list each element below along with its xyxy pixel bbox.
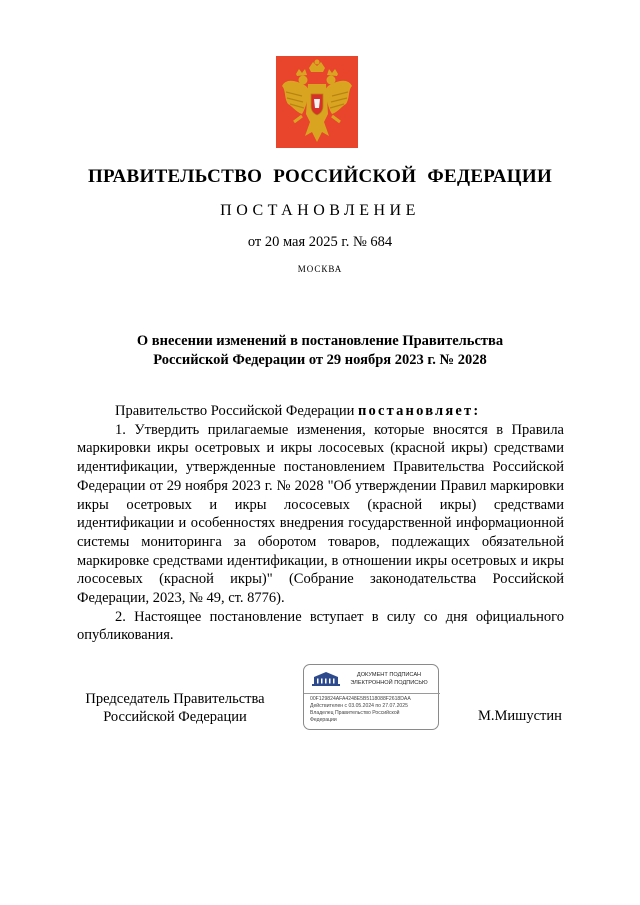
intro-lead: Правительство Российской Федерации bbox=[115, 403, 358, 419]
stamp-line-1: ДОКУМЕНТ ПОДПИСАН bbox=[356, 672, 422, 678]
signatory-title-line-2: Российской Федерации bbox=[103, 709, 247, 725]
city-label: МОСКВА bbox=[297, 264, 343, 274]
document-date-number: от 20 мая 2025 г. № 684 bbox=[247, 234, 393, 250]
document-body bbox=[77, 402, 564, 645]
stamp-certificate-info bbox=[310, 696, 438, 724]
stamp-owner-line-2: Федерации bbox=[310, 717, 337, 723]
heading-line-1: О внесении изменений в постановление Правительства bbox=[136, 333, 504, 349]
heading-line-2: Российской Федерации от 29 ноября 2023 г. № 2028 bbox=[153, 352, 487, 368]
stamp-divider bbox=[304, 693, 440, 694]
stamp-owner-line-1: Владелец Правительство Российской bbox=[310, 710, 400, 716]
coat-of-arms-emblem bbox=[276, 56, 358, 148]
government-title: ПРАВИТЕЛЬСТВО РОССИЙСКОЙ ФЕДЕРАЦИИ bbox=[87, 166, 553, 187]
stamp-line-2: ЭЛЕКТРОННОЙ ПОДПИСЬЮ bbox=[350, 680, 428, 686]
stamp-validity: Действителен с 03.05.2024 по 27.07.2025 bbox=[310, 703, 408, 709]
signatory-title bbox=[70, 690, 280, 726]
intro-decree-word: постановляет: bbox=[357, 403, 481, 419]
stamp-header bbox=[342, 671, 436, 687]
signatory-name: М.Мишустин bbox=[478, 708, 562, 724]
document-type: ПОСТАНОВЛЕНИЕ bbox=[220, 202, 420, 219]
paragraph-2: 2. Настоящее постановление вступает в силу со дня официального опубликования. bbox=[77, 608, 564, 644]
document-heading bbox=[90, 332, 550, 370]
electronic-signature-stamp bbox=[303, 664, 439, 730]
signatory-title-line-1: Председатель Правительства bbox=[85, 691, 265, 707]
paragraph-1: 1. Утвердить прилагаемые изменения, которые вносятся в Правила маркировки икры осетровых и икры лососевых (красной икры) средствами идентификации, утвержденные постановлением Правительства Российской Федерации от 29 ноября 2023 г. № 2028 "Об утверждении Правил маркировки икры осетровых и икры лососевых (красной икры) средствами идентификации и особенностях внедрения государственной информационной системы мониторинга за оборотом товаров, подлежащих обязательной маркировке средствами идентификации, в отношении икры осетровых и икры лососевых (красной икры)" (Собрание законодательства Российской Федерации, 2023, № 49, ст. 8776). bbox=[77, 421, 564, 607]
intro-paragraph bbox=[77, 402, 564, 421]
building-icon bbox=[311, 671, 341, 687]
stamp-certificate-number: 00F129824AFA4248E5B5118088F2618DAA bbox=[310, 696, 411, 702]
